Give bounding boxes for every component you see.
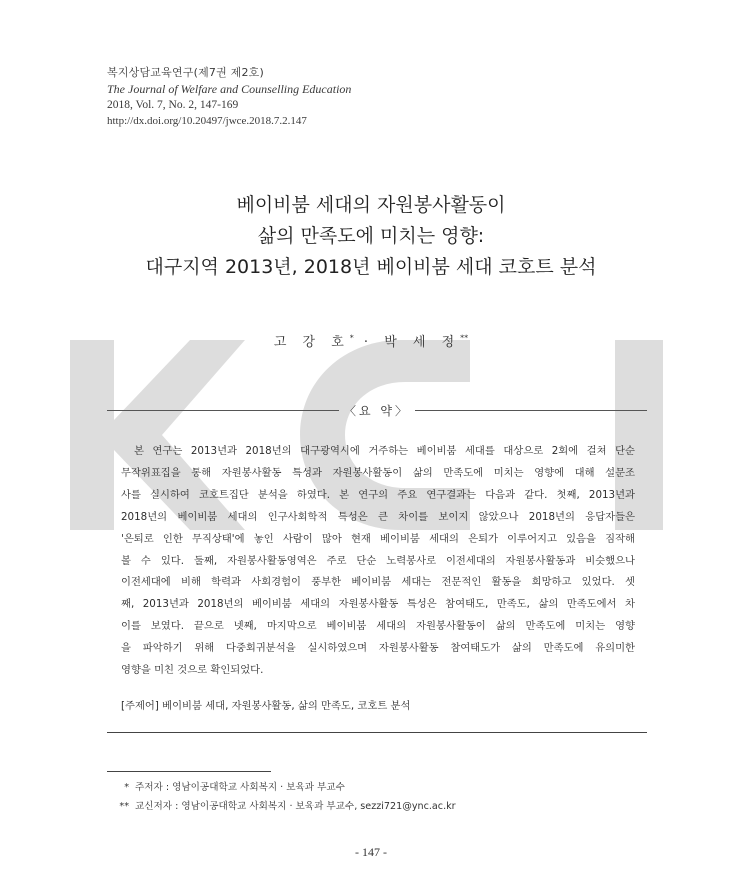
doi-link[interactable]: http://dx.doi.org/10.20497/jwce.2018.7.2.147 [107,115,307,127]
journal-volume: 2018, Vol. 7, No. 2, 147-169 [107,99,239,111]
footnote-2 [107,798,456,812]
author-2: 박 세 정 [384,335,461,350]
title-line-1: 베이비붐 세대의 자원봉사활동이 [236,194,506,216]
abstract-label: 〈요 약〉 [344,404,410,418]
abstract-line: 2018년의 베이비붐 세대의 인구사회학적 특성은 큰 차이를 보이지 않았으나 2018년의 응답자들은 [121,510,635,523]
footnote-divider [107,771,271,772]
abstract-line: 본 연구는 2013년과 2018년의 대구광역시에 거주하는 베이비붐 세대를 대상으로 2회에 걸쳐 단순 [134,445,635,457]
author-2-mark: ** [460,333,469,343]
paper-title [0,190,742,283]
page-number: - 147 - [355,845,387,859]
footnote-2-mark: ** [119,801,129,812]
abstract-line: '은퇴로 인한 무직상태'에 놓인 사람이 많아 현재 베이비붐 세대의 은퇴가 이루어지고 있음을 짐작해 [121,532,635,545]
journal-name-kr: 복지상담교육연구(제7권 제2호) [107,66,264,79]
footnote-2-text: 교신저자 : 영남이공대학교 사회복지 · 보육과 부교수, sezzi721@ync.ac.kr [135,801,456,812]
abstract-line: 볼 수 있다. 둘째, 자원봉사활동영역은 주로 단순 노력봉사로 이전세대의 자원봉사활동과 비슷했으나 [121,554,635,567]
footnote-1-text: 주저자 : 영남이공대학교 사회복지 · 보육과 부교수 [135,782,345,793]
journal-name-en: The Journal of Welfare and Counselling Education [107,82,352,96]
keywords: [주제어] 베이비붐 세대, 자원봉사활동, 삶의 만족도, 코호트 분석 [121,700,411,712]
author-separator: · [363,335,375,350]
title-line-2: 삶의 만족도에 미치는 영향: [257,225,485,247]
abstract-line: 이전세대에 비해 학력과 사회경험이 풍부한 베이비붐 세대는 전문적인 활동을 희망하고 있었다. 셋 [121,576,635,589]
abstract-line: 을 파악하기 위해 다중회귀분석을 실시하였으며 자원봉사활동 참여태도가 삶의 만족도에 유의미한 [121,642,635,655]
section-divider [107,732,647,733]
abstract-line: 무작위표집을 통해 자원봉사활동 특성과 자원봉사활동이 삶의 만족도에 미치는 영향에 대해 설문조 [121,466,636,479]
abstract-line: 영향을 미친 것으로 확인되었다. [121,664,264,677]
abstract-rule-right [415,410,647,411]
authors [0,331,742,350]
author-1: 고 강 호 [273,335,350,350]
abstract-body [121,441,635,682]
abstract-line: 째, 2013년과 2018년의 베이비붐 세대의 자원봉사활동 특성은 참여태도, 만족도, 삶의 만족도에서 차 [121,598,635,611]
abstract-line: 이를 보였다. 끝으로 넷째, 마지막으로 베이비붐 세대의 자원봉사활동이 삶의 만족도에 미치는 영향 [121,620,635,633]
author-1-mark: * [349,333,354,343]
journal-header [107,65,351,129]
abstract-heading [107,402,647,418]
footnote-1-mark: * [124,782,129,793]
title-line-3: 대구지역 2013년, 2018년 베이비붐 세대 코호트 분석 [145,256,597,278]
footnote-1 [107,779,345,793]
abstract-line: 사를 실시하여 코호트집단 분석을 하였다. 본 연구의 주요 연구결과는 다음과 같다. 첫째, 2013년과 [121,488,635,501]
